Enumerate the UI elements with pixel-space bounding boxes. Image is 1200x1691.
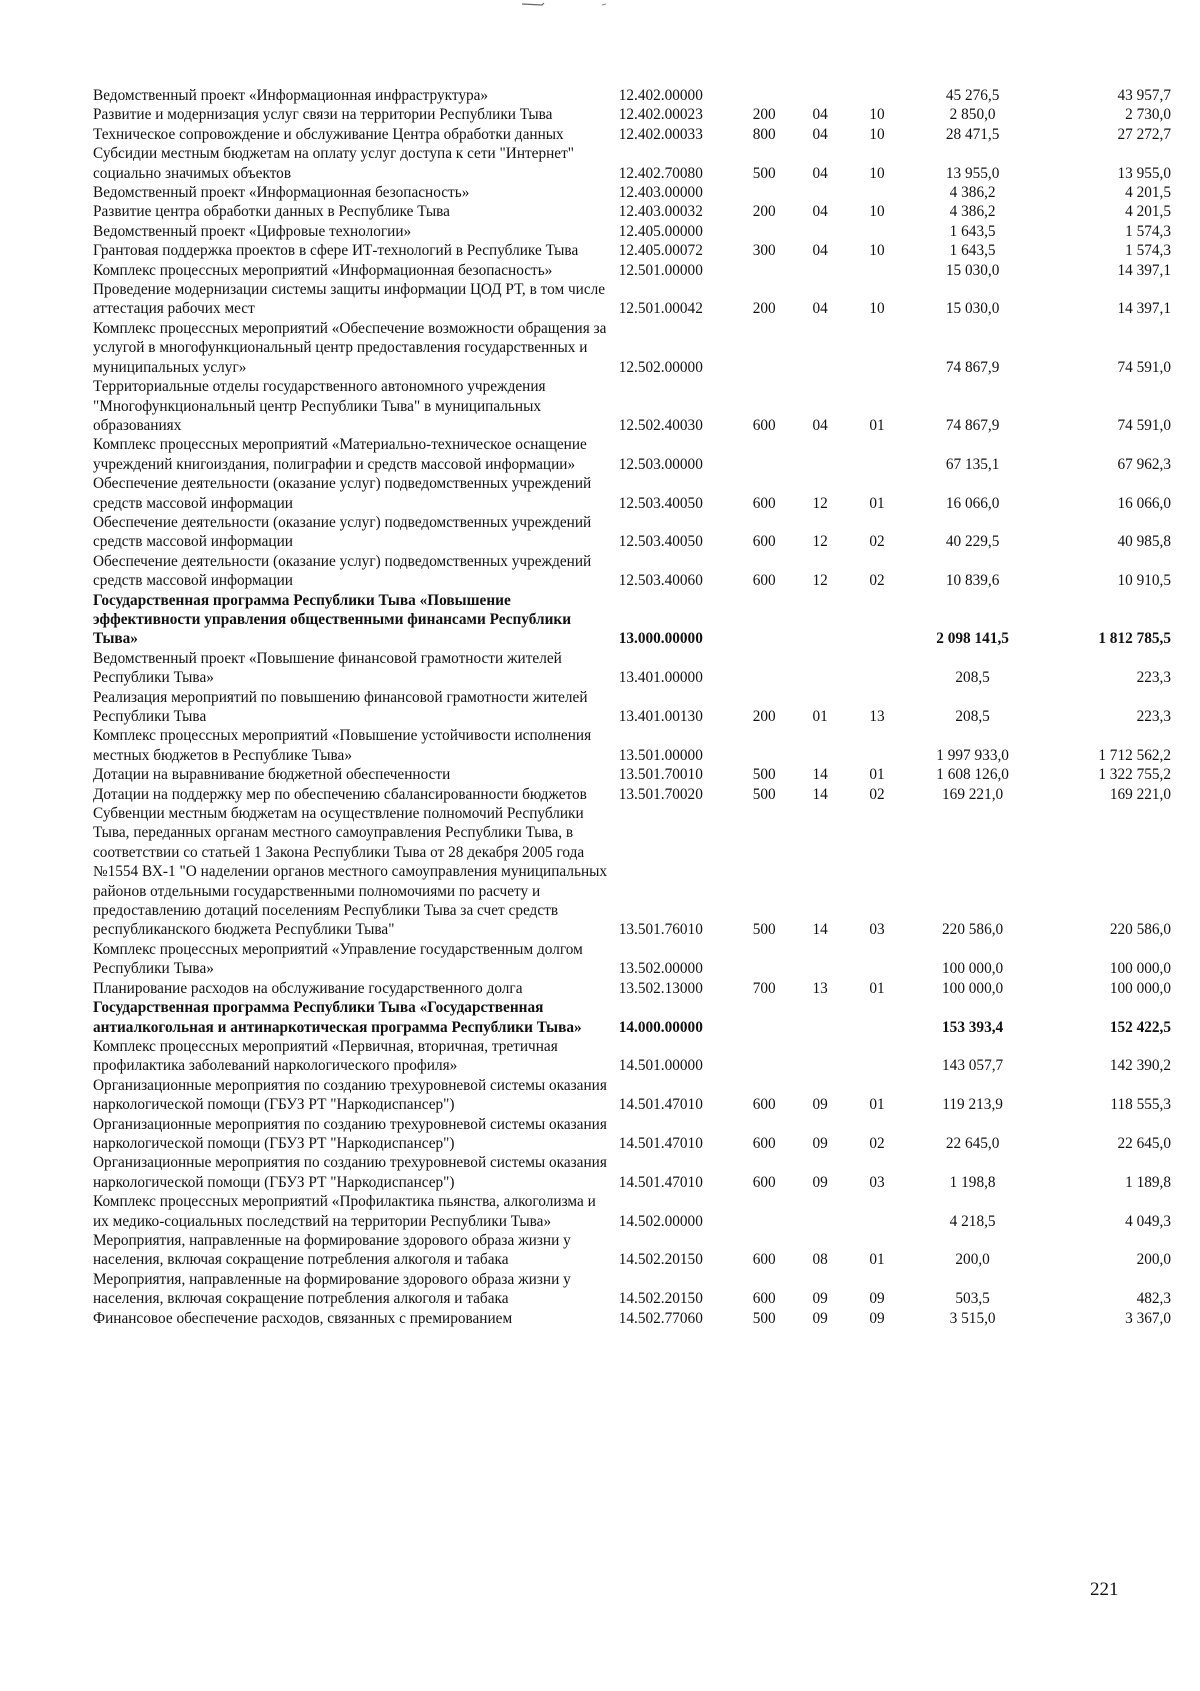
table-row [93,319,1173,377]
row-name: Грантовая поддержка проектов в сфере ИТ-технологий в Республике Тыва [93,242,579,260]
row-subsection: 02 [869,533,885,551]
row-name: Развитие центра обработки данных в Республике Тыва [93,203,450,221]
row-amount-year-1: 200,0 [955,1251,990,1269]
row-code: 12.403.00000 [618,184,703,202]
row-amount-year-1: 4 386,2 [949,184,996,202]
row-subsection: 10 [869,164,885,182]
row-subsection [849,86,906,105]
table-row [93,1231,1173,1270]
table-row [93,552,1173,591]
row-code: 14.501.00000 [618,1057,703,1075]
row-amount-year-2: 74 591,0 [1117,358,1171,376]
row-amount-year-2: 152 422,5 [1109,1018,1171,1036]
table-row [93,144,1173,183]
row-section [792,726,849,765]
row-code: 12.502.40030 [618,416,703,434]
row-subsection [849,319,906,377]
row-subsection: 13 [869,708,885,725]
row-expense-type [737,319,792,377]
row-amount-year-2: 43 957,7 [1117,87,1171,104]
row-code: 12.402.70080 [618,164,703,182]
row-amount-year-1: 13 955,0 [945,164,1000,182]
row-section: 04 [812,164,828,182]
row-amount-year-1: 10 839,6 [945,572,1000,590]
row-expense-type: 600 [752,1173,776,1191]
row-subsection [849,591,906,649]
row-section: 09 [812,1173,828,1191]
row-section [792,998,849,1037]
row-name: Мероприятия, направленные на формирование здорового образа жизни у населения, включая сокращение потребления алкоголя и табака [93,1231,571,1269]
row-name: Организационные мероприятия по созданию трехуровневой системы оказания наркологической помощи (ГБУЗ РТ "Наркодиспансер") [93,1076,607,1114]
row-subsection: 01 [869,1251,885,1269]
table-row [93,765,1173,784]
table-row [93,940,1173,979]
table-row [93,979,1173,998]
table-row [93,1076,1173,1115]
row-code: 12.402.00033 [618,125,703,143]
budget-table [93,86,1173,1328]
row-expense-type: 500 [752,1309,776,1327]
row-expense-type: 600 [752,1096,776,1114]
row-amount-year-2: 16 066,0 [1117,494,1171,512]
row-code: 14.000.00000 [618,1018,703,1036]
row-subsection [849,1037,906,1076]
row-amount-year-1: 503,5 [955,1290,990,1308]
row-name: Ведомственный проект «Цифровые технологии» [93,222,412,240]
row-code: 13.502.13000 [618,979,703,997]
row-subsection [849,222,906,241]
row-amount-year-2: 1 322 755,2 [1098,766,1171,784]
row-amount-year-2: 4 201,5 [1125,203,1171,221]
row-name: Комплекс процессных мероприятий «Материально-техническое оснащение учреждений книгоиздания, полиграфии и средств массовой информации» [93,436,587,473]
row-expense-type: 200 [752,106,776,124]
row-amount-year-1: 40 229,5 [945,533,1000,551]
row-code: 12.405.00072 [618,242,703,260]
row-amount-year-2: 1 712 562,2 [1098,746,1171,764]
row-amount-year-1: 119 213,9 [942,1096,1003,1114]
row-subsection [849,1192,906,1231]
row-amount-year-2: 74 591,0 [1117,416,1171,434]
row-expense-type: 600 [752,1134,776,1152]
row-subsection: 01 [869,416,885,434]
row-expense-type [737,726,792,765]
row-expense-type: 600 [752,1290,776,1308]
row-section [792,1192,849,1231]
row-code: 13.502.00000 [618,960,703,978]
row-name: Обеспечение деятельности (оказание услуг) подведомственных учреждений средств массовой информации [93,475,592,512]
row-expense-type: 600 [752,572,776,590]
table-row [93,591,1173,649]
table-row [93,1153,1173,1192]
row-subsection: 01 [869,979,885,997]
row-amount-year-2: 13 955,0 [1117,164,1171,182]
row-amount-year-2: 4 049,3 [1125,1212,1171,1230]
row-section: 12 [812,572,828,590]
row-section: 14 [812,921,828,939]
table-row [93,261,1173,280]
row-name: Комплекс процессных мероприятий «Профилактика пьянства, алкоголизма и их медико-социальных последствий на территории Республики Тыва» [93,1193,596,1230]
row-code: 13.000.00000 [618,630,703,648]
row-code: 14.502.77060 [618,1309,703,1327]
row-amount-year-2: 4 201,5 [1125,184,1171,202]
row-section: 14 [812,785,828,803]
table-row [93,474,1173,513]
row-amount-year-2: 27 272,7 [1117,125,1171,143]
row-amount-year-1: 15 030,0 [945,261,1000,279]
row-code: 12.501.00000 [618,261,703,279]
row-subsection [849,261,906,280]
row-amount-year-2: 169 221,0 [1109,785,1171,803]
table-row [93,86,1173,105]
row-expense-type: 500 [752,921,776,939]
row-code: 13.501.00000 [618,746,703,764]
row-expense-type [737,86,792,105]
table-row [93,1192,1173,1231]
row-section [792,261,849,280]
row-section: 09 [812,1096,828,1114]
row-amount-year-2: 3 367,0 [1125,1309,1171,1327]
row-subsection: 02 [869,785,885,803]
table-row [93,1270,1173,1309]
row-name: Комплекс процессных мероприятий «Первичная, вторичная, третичная профилактика заболеваний наркологического профиля» [93,1037,558,1075]
row-expense-type [737,1037,792,1076]
row-code: 12.501.00042 [618,300,703,318]
row-amount-year-1: 4 218,5 [949,1212,996,1230]
row-subsection [849,998,906,1037]
row-code: 14.501.47010 [618,1096,703,1114]
row-expense-type: 500 [752,164,776,182]
row-expense-type [737,649,792,688]
table-row [93,1037,1173,1076]
row-name: Техническое сопровождение и обслуживание Центра обработки данных [93,125,564,143]
row-code: 13.501.70020 [618,785,703,803]
row-expense-type [737,435,792,474]
table-row [93,105,1173,124]
row-section: 12 [812,533,828,551]
row-amount-year-2: 1 574,3 [1125,242,1171,260]
row-code: 14.501.47010 [618,1173,703,1191]
row-amount-year-2: 14 397,1 [1117,261,1171,279]
row-code: 12.403.00032 [618,203,703,221]
row-amount-year-1: 208,5 [955,708,990,725]
row-amount-year-1: 1 198,8 [949,1173,996,1191]
page-number: 221 [1090,1579,1119,1600]
table-row [93,513,1173,552]
row-section: 14 [812,766,828,784]
row-code: 12.503.40050 [618,533,703,551]
row-section: 04 [812,416,828,434]
row-name: Ведомственный проект «Информационная безопасность» [93,184,470,202]
table-row [93,202,1173,221]
row-subsection [849,726,906,765]
row-expense-type [737,940,792,979]
row-name: Организационные мероприятия по созданию трехуровневой системы оказания наркологической помощи (ГБУЗ РТ "Наркодиспансер") [93,1115,607,1152]
row-amount-year-1: 143 057,7 [942,1057,1004,1075]
row-section [792,319,849,377]
row-expense-type: 500 [752,766,776,784]
row-code: 12.503.40050 [618,494,703,512]
row-name: Субсидии местным бюджетам на оплату услуг доступа к сети "Интернет" социально значимых объектов [93,145,575,182]
row-amount-year-1: 74 867,9 [945,416,1000,434]
table-row [93,377,1173,435]
row-section: 08 [812,1251,828,1269]
row-subsection: 09 [869,1309,885,1327]
row-name: Планирование расходов на обслуживание государственного долга [93,979,523,997]
row-code: 12.405.00000 [618,222,703,240]
row-name: Комплекс процессных мероприятий «Информационная безопасность» [93,261,553,279]
row-section: 01 [812,708,828,725]
row-section [792,591,849,649]
row-section: 09 [812,1290,828,1308]
row-amount-year-1: 28 471,5 [945,125,1000,143]
row-expense-type: 200 [752,203,776,221]
row-code: 13.501.76010 [618,921,703,939]
row-amount-year-1: 74 867,9 [945,358,1000,376]
row-expense-type: 700 [752,979,776,997]
row-section: 04 [812,300,828,318]
row-expense-type [737,1192,792,1231]
row-name: Ведомственный проект «Повышение финансовой грамотности жителей Республики Тыва» [93,649,562,687]
row-amount-year-2: 200,0 [1136,1251,1171,1269]
row-section: 13 [812,979,828,997]
row-expense-type [737,261,792,280]
table-row [93,688,1173,727]
row-amount-year-2: 2 730,0 [1125,106,1171,124]
row-subsection: 02 [869,1134,885,1152]
row-subsection: 10 [869,125,885,143]
row-code: 14.502.20150 [618,1251,703,1269]
row-name: Комплекс процессных мероприятий «Управление государственным долгом Республики Тыва» [93,940,583,978]
table-row [93,241,1173,260]
row-code: 12.402.00000 [618,87,703,104]
row-expense-type [737,183,792,202]
row-subsection [849,435,906,474]
row-subsection: 02 [869,572,885,590]
row-code: 14.502.00000 [618,1212,703,1230]
row-amount-year-2: 10 910,5 [1117,572,1171,590]
row-expense-type: 200 [752,300,776,318]
table-row [93,998,1173,1037]
row-code: 13.501.70010 [618,766,703,784]
row-subsection [849,940,906,979]
table-row [93,280,1173,319]
row-amount-year-1: 3 515,0 [949,1309,996,1327]
row-section [792,649,849,688]
row-code: 13.401.00130 [618,708,703,725]
row-name: Организационные мероприятия по созданию трехуровневой системы оказания наркологической помощи (ГБУЗ РТ "Наркодиспансер") [93,1154,607,1191]
row-name: Мероприятия, направленные на формирование здорового образа жизни у населения, включая сокращение потребления алкоголя и табака [93,1270,571,1308]
row-amount-year-2: 22 645,0 [1117,1134,1171,1152]
row-amount-year-2: 67 962,3 [1117,455,1171,473]
row-amount-year-1: 4 386,2 [949,203,996,221]
row-code: 14.501.47010 [618,1134,703,1152]
row-expense-type: 500 [752,785,776,803]
row-amount-year-1: 1 997 933,0 [936,746,1009,764]
row-expense-type: 800 [752,125,776,143]
row-name: Обеспечение деятельности (оказание услуг) подведомственных учреждений средств массовой информации [93,552,592,590]
row-code: 12.503.40060 [618,572,703,590]
row-amount-year-1: 2 850,0 [949,106,996,124]
table-row [93,435,1173,474]
row-subsection: 03 [869,921,885,939]
row-name: Дотации на поддержку мер по обеспечению сбалансированности бюджетов [93,785,587,803]
row-amount-year-1: 220 586,0 [942,921,1004,939]
row-code: 12.402.00023 [618,106,703,124]
row-amount-year-1: 153 393,4 [942,1018,1004,1036]
row-amount-year-2: 100 000,0 [1109,979,1171,997]
budget-table-body [93,86,1173,1328]
row-amount-year-2: 1 812 785,5 [1098,630,1171,648]
row-section: 04 [812,125,828,143]
row-expense-type: 600 [752,1251,776,1269]
row-name: Ведомственный проект «Информационная инфраструктура» [93,87,489,104]
row-amount-year-1: 100 000,0 [942,960,1004,978]
row-section: 12 [812,494,828,512]
table-row [93,183,1173,202]
row-subsection: 03 [869,1173,885,1191]
row-amount-year-2: 482,3 [1136,1290,1171,1308]
row-name: Государственная программа Республики Тыва «Государственная антиалкогольная и антинаркотическая программа Республики Тыва» [93,999,582,1036]
row-section: 04 [812,106,828,124]
table-row [93,1115,1173,1154]
row-section: 09 [812,1134,828,1152]
row-name: Развитие и модернизация услуг связи на территории Республики Тыва [93,106,553,124]
row-name: Государственная программа Республики Тыва «Повышение эффективности управления общественными финансами Республики Тыва» [93,591,572,648]
row-section: 04 [812,203,828,221]
table-row [93,1309,1173,1328]
row-amount-year-2: 1 574,3 [1125,222,1171,240]
row-name: Проведение модернизации системы защиты информации ЦОД РТ, в том числе аттестация рабочих мест [93,281,606,318]
row-section [792,1037,849,1076]
row-amount-year-2: 142 390,2 [1109,1057,1171,1075]
table-row [93,222,1173,241]
row-section [792,940,849,979]
table-row [93,785,1173,804]
row-name: Дотации на выравнивание бюджетной обеспеченности [93,766,451,784]
row-code: 12.502.00000 [618,358,703,376]
row-code: 13.401.00000 [618,669,703,687]
scan-artifact [520,0,680,10]
row-code: 12.503.00000 [618,455,703,473]
row-code: 14.502.20150 [618,1290,703,1308]
row-amount-year-2: 1 189,8 [1125,1173,1171,1191]
row-subsection: 10 [869,203,885,221]
row-section [792,183,849,202]
row-section [792,435,849,474]
row-amount-year-2: 220 586,0 [1109,921,1171,939]
row-subsection: 10 [869,106,885,124]
row-section [792,222,849,241]
table-row [93,649,1173,688]
row-amount-year-1: 16 066,0 [945,494,1000,512]
row-amount-year-1: 208,5 [955,669,990,687]
row-name: Комплекс процессных мероприятий «Повышение устойчивости исполнения местных бюджетов в Республике Тыва» [93,727,592,764]
row-amount-year-1: 169 221,0 [942,785,1004,803]
row-name: Территориальные отделы государственного автономного учреждения "Многофункциональный центр Республики Тыва" в муниципальных образованиях [93,378,546,434]
row-expense-type [737,998,792,1037]
row-expense-type: 600 [752,416,776,434]
table-row [93,125,1173,144]
row-expense-type [737,591,792,649]
row-subsection: 01 [869,766,885,784]
row-subsection: 10 [869,300,885,318]
row-expense-type: 600 [752,533,776,551]
row-name: Реализация мероприятий по повышению финансовой грамотности жителей Республики Тыва [93,688,588,725]
table-row [93,804,1173,940]
row-name: Комплекс процессных мероприятий «Обеспечение возможности обращения за услугой в многофункциональный центр предоставления государственных и муниципальных услуг» [93,319,607,376]
row-amount-year-2: 118 555,3 [1110,1096,1171,1114]
row-expense-type: 600 [752,494,776,512]
table-row [93,726,1173,765]
row-expense-type: 200 [752,708,776,725]
row-section: 04 [812,242,828,260]
row-amount-year-1: 22 645,0 [945,1134,1000,1152]
row-amount-year-2: 100 000,0 [1109,960,1171,978]
row-amount-year-1: 67 135,1 [945,455,1000,473]
row-amount-year-1: 1 608 126,0 [936,766,1009,784]
row-amount-year-1: 1 643,5 [949,222,996,240]
row-amount-year-2: 40 985,8 [1117,533,1171,551]
row-amount-year-1: 1 643,5 [949,242,996,260]
row-amount-year-2: 14 397,1 [1117,300,1171,318]
row-amount-year-2: 223,3 [1136,708,1171,725]
row-subsection: 01 [869,1096,885,1114]
row-name: Обеспечение деятельности (оказание услуг) подведомственных учреждений средств массовой информации [93,513,592,551]
row-subsection: 10 [869,242,885,260]
row-amount-year-1: 2 098 141,5 [936,630,1009,648]
row-subsection: 01 [869,494,885,512]
row-name: Финансовое обеспечение расходов, связанных с премированием [93,1309,513,1327]
row-amount-year-1: 100 000,0 [942,979,1004,997]
row-subsection [849,183,906,202]
row-amount-year-1: 15 030,0 [945,300,1000,318]
row-subsection: 09 [869,1290,885,1308]
row-amount-year-2: 223,3 [1136,669,1171,687]
row-section [792,86,849,105]
row-name: Субвенции местным бюджетам на осуществление полномочий Республики Тыва, переданных органам местного самоуправления Республики Тыва, в соответствии со статьей 1 Закона Республики Тыва от 28 декабря 2005 года №1554 ВХ-1 "О наделении органов местного самоуправления муниципальных районов отдельными государственными полномочиями по расчету и предоставлению дотаций поселениям Республики Тыва за счет средств республиканского бюджета Республики Тыва" [93,805,608,939]
row-subsection [849,649,906,688]
row-expense-type: 300 [752,242,776,260]
row-expense-type [737,222,792,241]
row-amount-year-1: 45 276,5 [945,87,1000,104]
row-section: 09 [812,1309,828,1327]
